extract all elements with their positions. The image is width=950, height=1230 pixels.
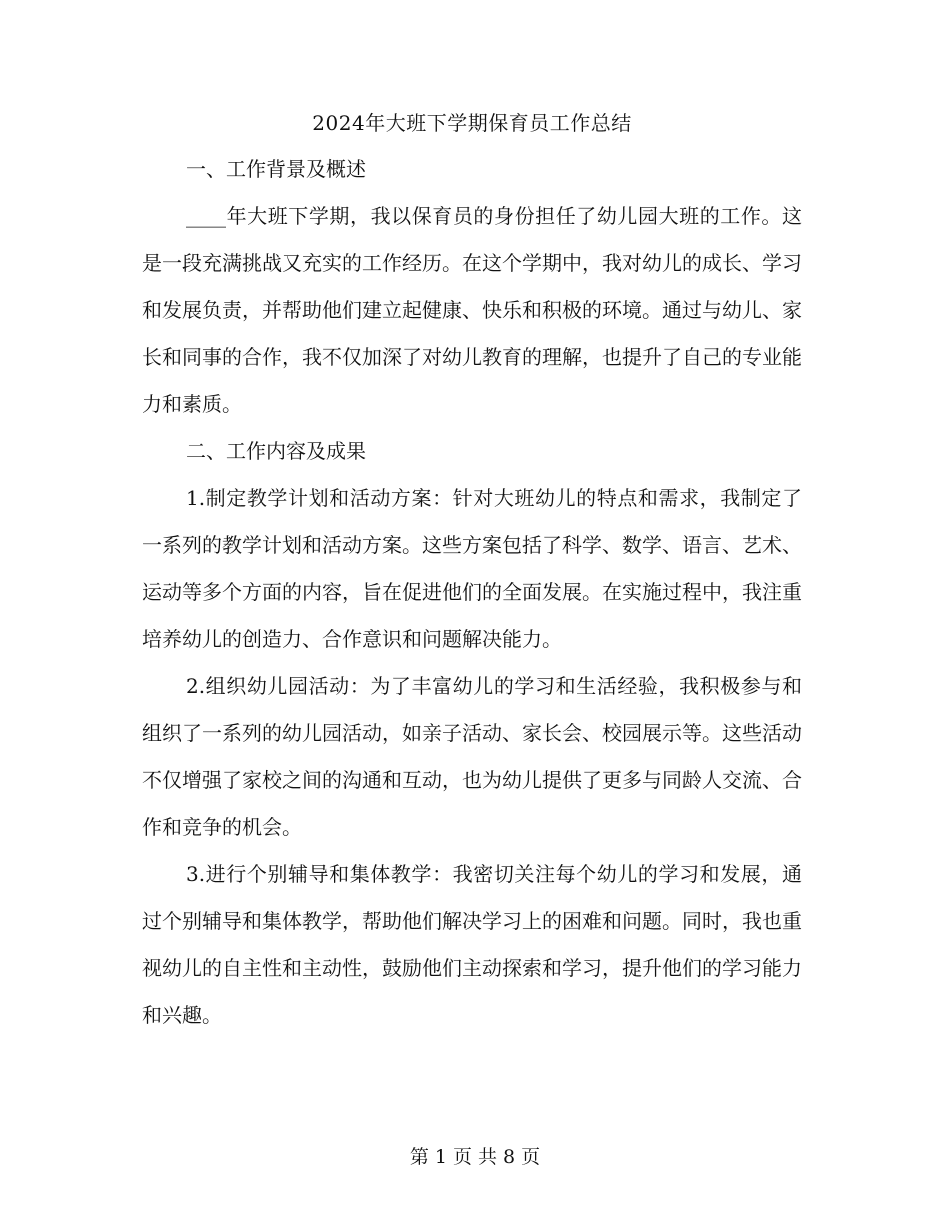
paragraph-item-3: 3.进行个别辅导和集体教学：我密切关注每个幼儿的学习和发展，通过个别辅导和集体教学，帮助他们解决学习上的困难和问题。同时，我也重视幼儿的自主性和主动性，鼓励他们主动探索和学习，提升他们的学习能力和兴趣。 bbox=[142, 862, 802, 1027]
section-heading-content: 二、工作内容及成果 bbox=[186, 439, 366, 463]
paragraph-item-2: 2.组织幼儿园活动：为了丰富幼儿的学习和生活经验，我积极参与和组织了一系列的幼儿园活动，如亲子活动、家长会、校园展示等。这些活动不仅增强了家校之间的沟通和互动，也为幼儿提供了更多与同龄人交流、合作和竞争的机会。 bbox=[142, 674, 802, 839]
paragraph-item-1: 1.制定教学计划和活动方案：针对大班幼儿的特点和需求，我制定了一系列的教学计划和活动方案。这些方案包括了科学、数学、语言、艺术、运动等多个方面的内容，旨在促进他们的全面发展。在实施过程中，我注重培养幼儿的创造力、合作意识和问题解决能力。 bbox=[142, 486, 802, 651]
document-body bbox=[142, 100, 802, 1039]
section-heading-background: 一、工作背景及概述 bbox=[186, 157, 366, 181]
paragraph-background: ____年大班下学期，我以保育员的身份担任了幼儿园大班的工作。这是一段充满挑战又充实的工作经历。在这个学期中，我对幼儿的成长、学习和发展负责，并帮助他们建立起健康、快乐和积极的环境。通过与幼儿、家长和同事的合作，我不仅加深了对幼儿教育的理解，也提升了自己的专业能力和素质。 bbox=[142, 204, 802, 416]
document-title: 2024年大班下学期保育员工作总结 bbox=[312, 111, 632, 135]
page-number-footer: 第 1 页 共 8 页 bbox=[409, 1146, 541, 1168]
